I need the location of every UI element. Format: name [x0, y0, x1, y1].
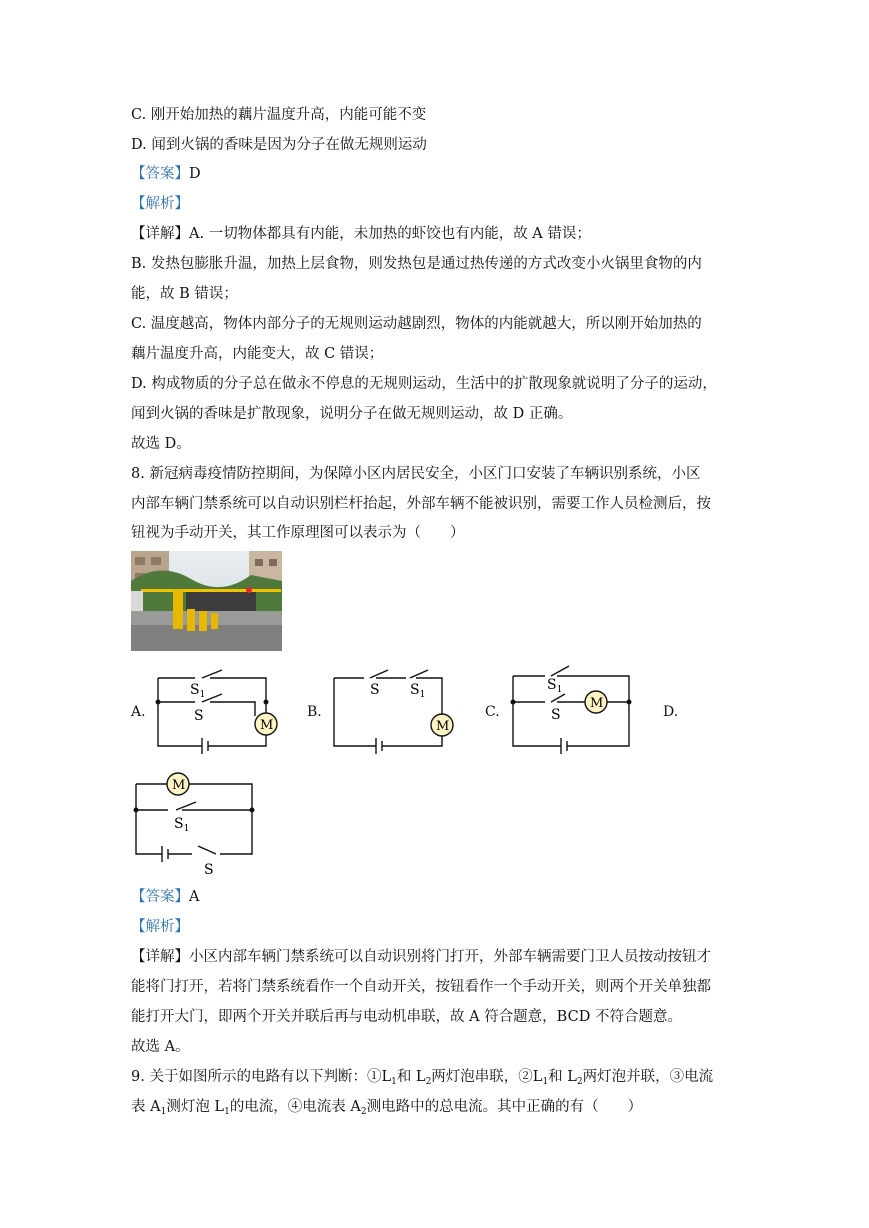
option-d-text: D. 闻到火锅的香味是因为分子在做无规则运动: [131, 137, 427, 153]
s-label: S: [551, 707, 561, 723]
analysis-tag-8: 【解析】: [131, 919, 189, 935]
detail-tag: 【详解】: [131, 949, 189, 965]
circuit-b-diagram: [328, 660, 463, 756]
detail-8-line3: 能打开大门，即两个开关并联后再与电动机串联，故 A 符合题意，BCD 不符合题意。: [131, 1009, 682, 1025]
question-9-line1: 9. 关于如图所示的电路有以下判断：$①L_1$和 $L_2$两灯泡串联，$②L_1$和 $L_2$两灯泡并联，③电流: [131, 1069, 714, 1087]
detail-text: 小区内部车辆门禁系统可以自动识别将门打开，外部车辆需要门卫人员按动按钮才: [189, 949, 711, 965]
conclusion-7: 故选 D。: [131, 436, 191, 452]
question-9-line2: 表 $A_1$测灯泡 $L_1$的电流，④电流表 $A_2$测电路中的总电流。其中正确的有（ ）: [131, 1099, 643, 1117]
circuit-d-diagram: [128, 768, 263, 880]
detail-tag: 【详解】: [131, 226, 189, 242]
conclusion-8: 故选 A。: [131, 1039, 190, 1055]
s1-label: $S_1$: [190, 682, 206, 700]
question-8-line1: 8. 新冠病毒疫情防控期间，为保障小区内居民安全，小区门口安装了车辆识别系统，小区: [131, 466, 701, 482]
detail-d-line2: 闻到火锅的香味是扩散现象，说明分子在做无规则运动，故 D 正确。: [131, 406, 573, 422]
answer-tag: 【答案】: [131, 889, 189, 905]
option-d-label: D.: [663, 704, 679, 720]
s1-label: $S_1$: [174, 816, 190, 834]
detail-c-line1: C. 温度越高，物体内部分子的无规则运动越剧烈，物体的内能就越大，所以刚开始加热的: [131, 316, 702, 332]
parking-gate-photo: [131, 551, 282, 651]
detail-7: [131, 224, 591, 244]
s-label: S: [204, 862, 214, 878]
motor-label: M: [172, 778, 186, 793]
motor-label: M: [436, 719, 450, 734]
s1-label: $S_1$: [410, 682, 426, 700]
answer-tag: 【答案】: [131, 166, 189, 182]
answer-value: A: [189, 889, 200, 905]
question-8-line3: 钮视为手动开关，其工作原理图可以表示为（ ）: [131, 525, 465, 541]
option-b-label: B.: [307, 704, 322, 720]
s-label: S: [194, 708, 204, 724]
detail-d-line1: D. 构成物质的分子总在做永不停息的无规则运动，生活中的扩散现象就说明了分子的运动，: [131, 376, 717, 392]
detail-b-line2: 能，故 B 错误；: [131, 286, 238, 302]
analysis-tag-7: 【解析】: [131, 196, 189, 212]
option-c-label: C.: [485, 704, 500, 720]
detail-8-line2: 能将门打开，若将门禁系统看作一个自动开关，按钮看作一个手动开关，则两个开关单独都: [131, 979, 711, 995]
motor-label: M: [590, 696, 604, 711]
detail-c-line2: 藕片温度升高，内能变大，故 C 错误；: [131, 346, 384, 362]
circuit-a-diagram: [150, 660, 285, 756]
option-a-label: A.: [131, 704, 146, 720]
circuit-c-diagram: [505, 656, 640, 760]
question-8-line2: 内部车辆门禁系统可以自动识别栏杆抬起，外部车辆不能被识别，需要工作人员检测后，按: [131, 496, 711, 512]
option-c-text: C. 刚开始加热的藕片温度升高，内能可能不变: [131, 107, 427, 123]
s1-label: $S_1$: [547, 677, 563, 695]
answer-value: D: [189, 166, 201, 182]
detail-8-line1: [131, 947, 711, 967]
answer-7: [131, 164, 201, 184]
answer-8: [131, 887, 199, 907]
s-label: S: [370, 682, 380, 698]
detail-b-line1: B. 发热包膨胀升温，加热上层食物，则发热包是通过热传递的方式改变小火锅里食物的内: [131, 256, 702, 272]
motor-label: M: [260, 718, 274, 733]
detail-text: A. 一切物体都具有内能，未加热的虾饺也有内能，故 A 错误；: [189, 226, 591, 242]
